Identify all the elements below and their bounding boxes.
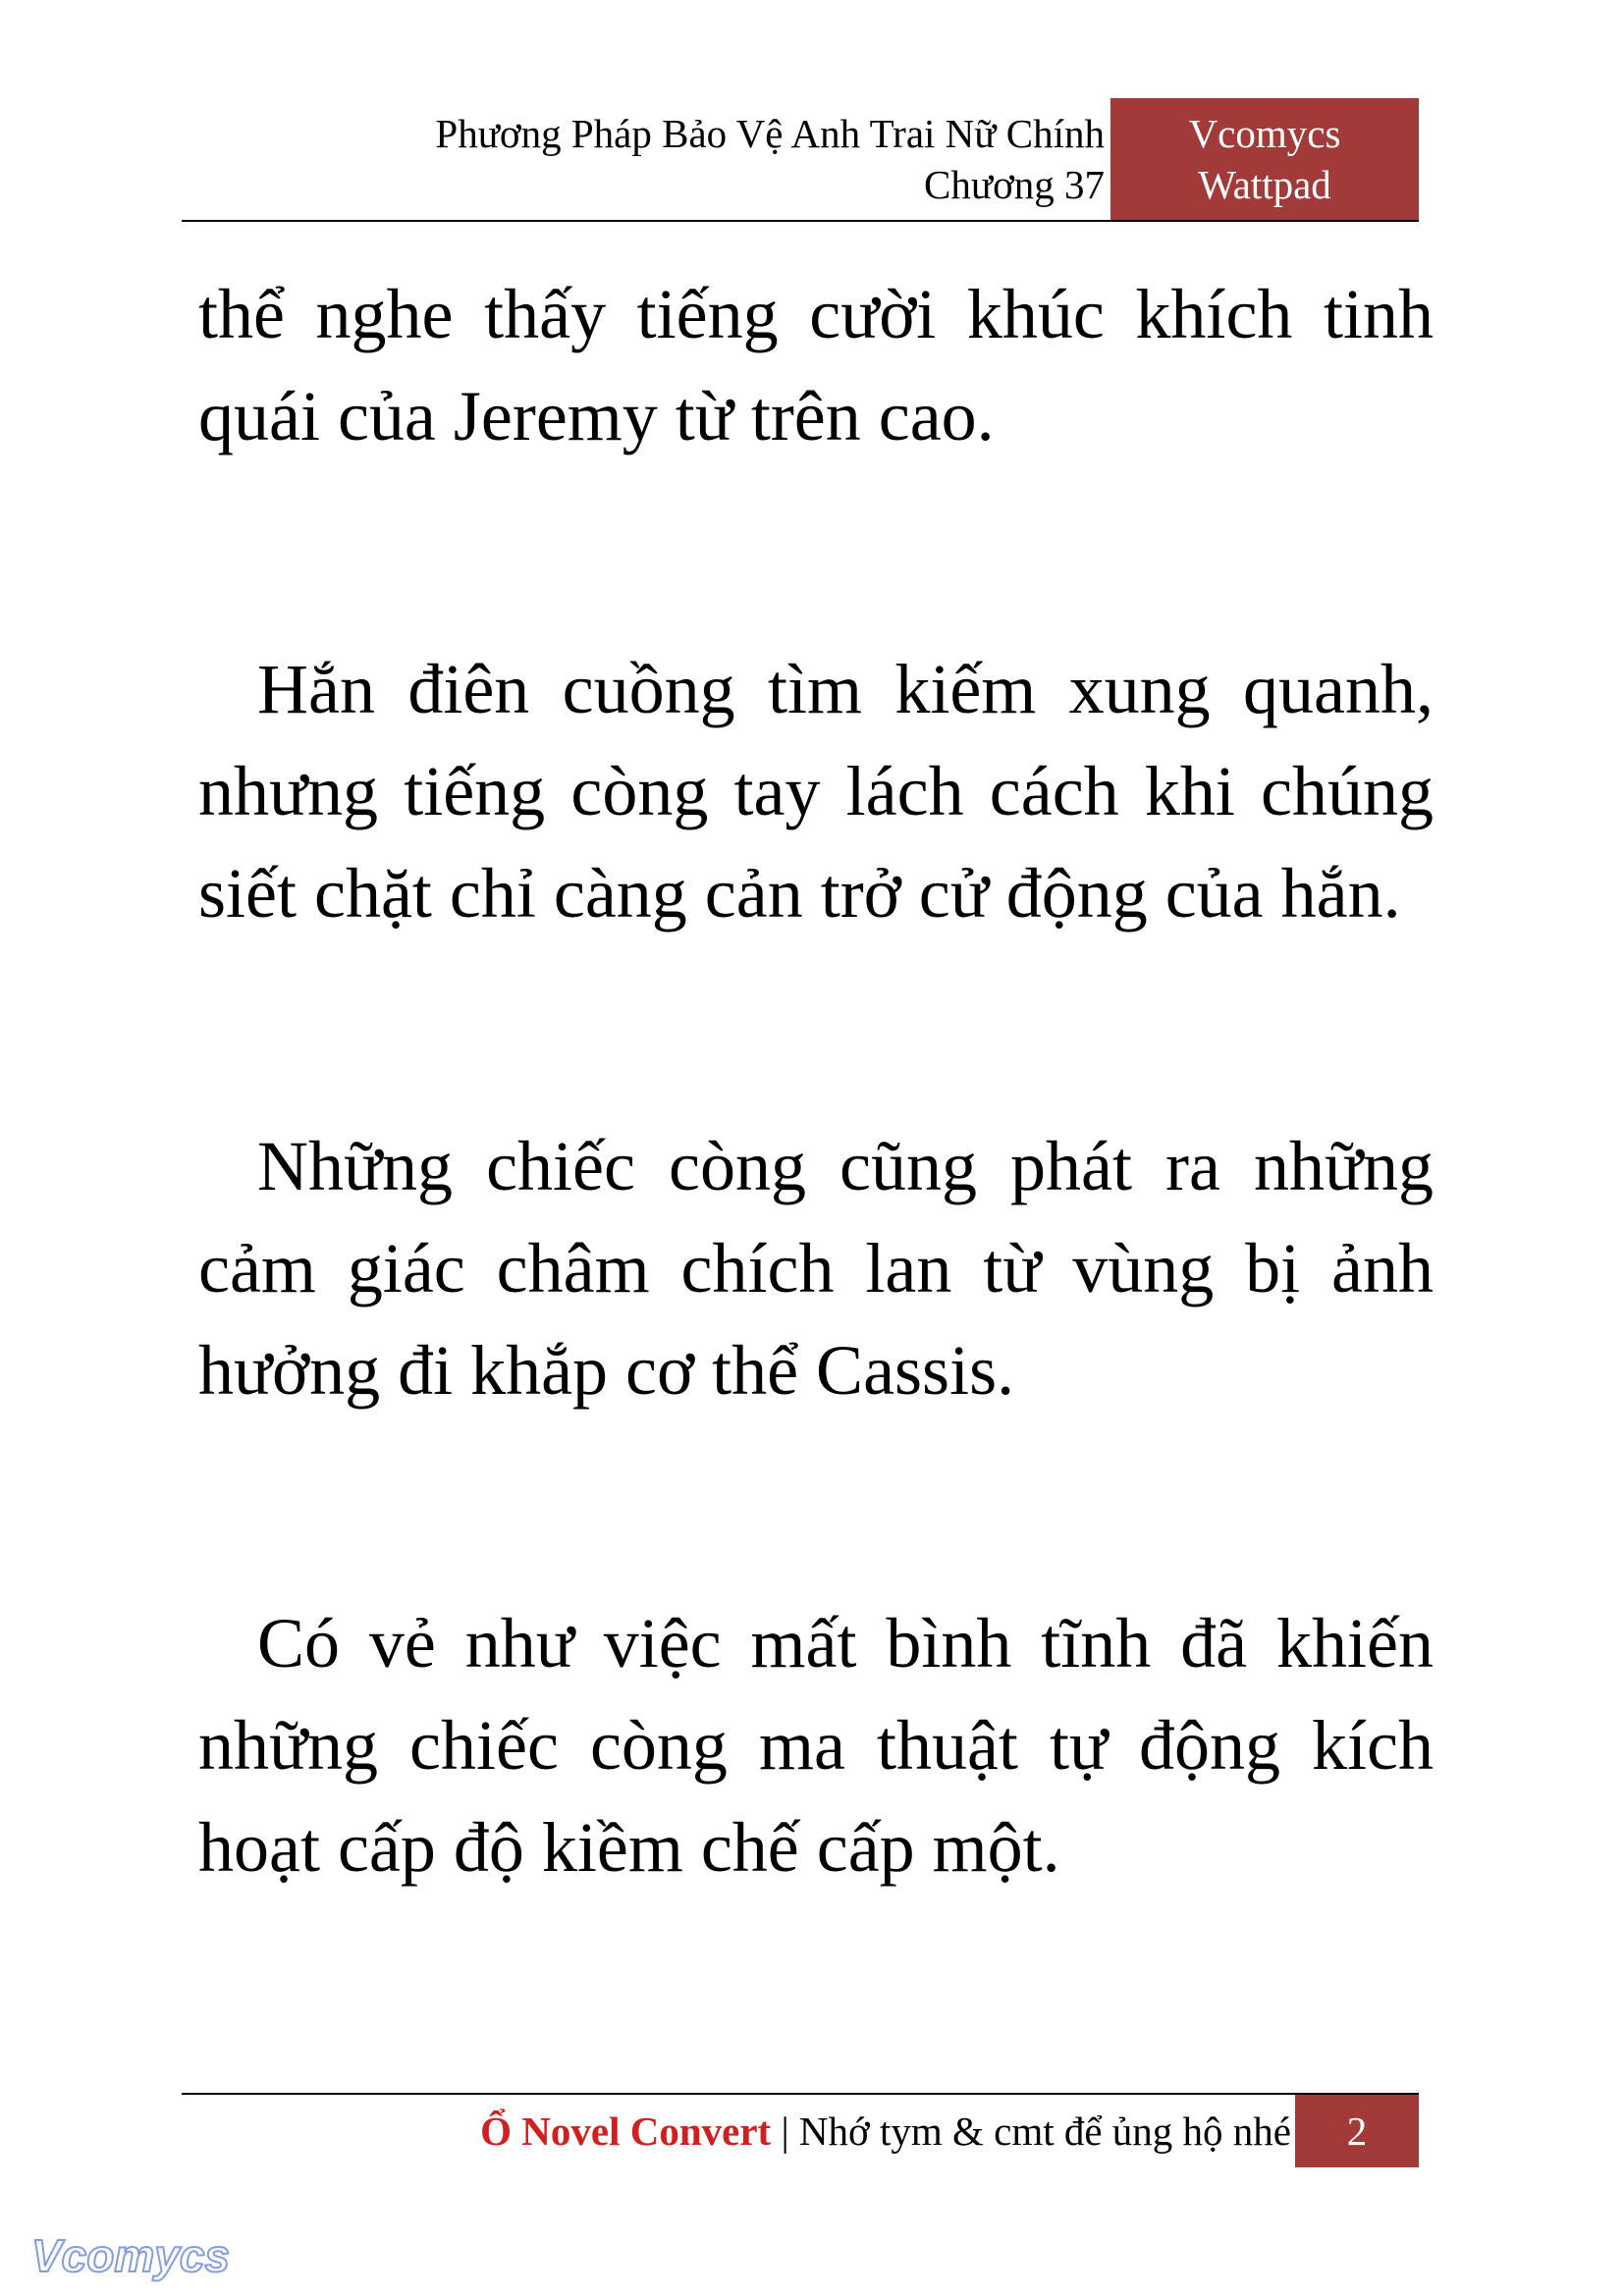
page-footer: [182, 2093, 1419, 2167]
badge-line-vcomycs: Vcomycs: [1188, 111, 1341, 156]
footer-separator: |: [771, 2109, 799, 2154]
book-title: Phương Pháp Bảo Vệ Anh Trai Nữ Chính: [435, 111, 1105, 156]
vcomycs-logo: [27, 2228, 253, 2287]
paragraph-1: thể nghe thấy tiếng cười khúc khích tinh quái của Jeremy từ trên cao.: [198, 275, 1434, 455]
paragraph-2: Hắn điên cuồng tìm kiếm xung quanh, nhưng tiếng còng tay lách cách khi chúng siết chặt chỉ càng cản trở cử động của hắn.: [198, 650, 1434, 933]
footer-text: [480, 2103, 1291, 2160]
source-badge: [1110, 98, 1419, 220]
chapter-label: Chương 37: [924, 162, 1105, 207]
paragraph-3: Những chiếc còng cũng phát ra những cảm giác châm chích lan từ vùng bị ảnh hưởng đi khắp cơ thể Cassis.: [198, 1127, 1434, 1410]
footer-brand: Ổ Novel Convert: [480, 2109, 772, 2154]
badge-line-wattpad: Wattpad: [1198, 162, 1331, 207]
chapter-body: [198, 263, 1434, 1898]
paragraph-4: Có vẻ như việc mất bình tĩnh đã khiến những chiếc còng ma thuật tự động kích hoạt cấp độ kiềm chế cấp một.: [198, 1604, 1434, 1887]
page-header: [182, 98, 1419, 222]
header-title-block: [435, 108, 1105, 210]
page-number: 2: [1295, 2095, 1419, 2167]
vcomycs-logo-text: Vcomycs: [31, 2230, 231, 2281]
footer-note: Nhớ tym & cmt để ủng hộ nhé: [798, 2109, 1291, 2154]
